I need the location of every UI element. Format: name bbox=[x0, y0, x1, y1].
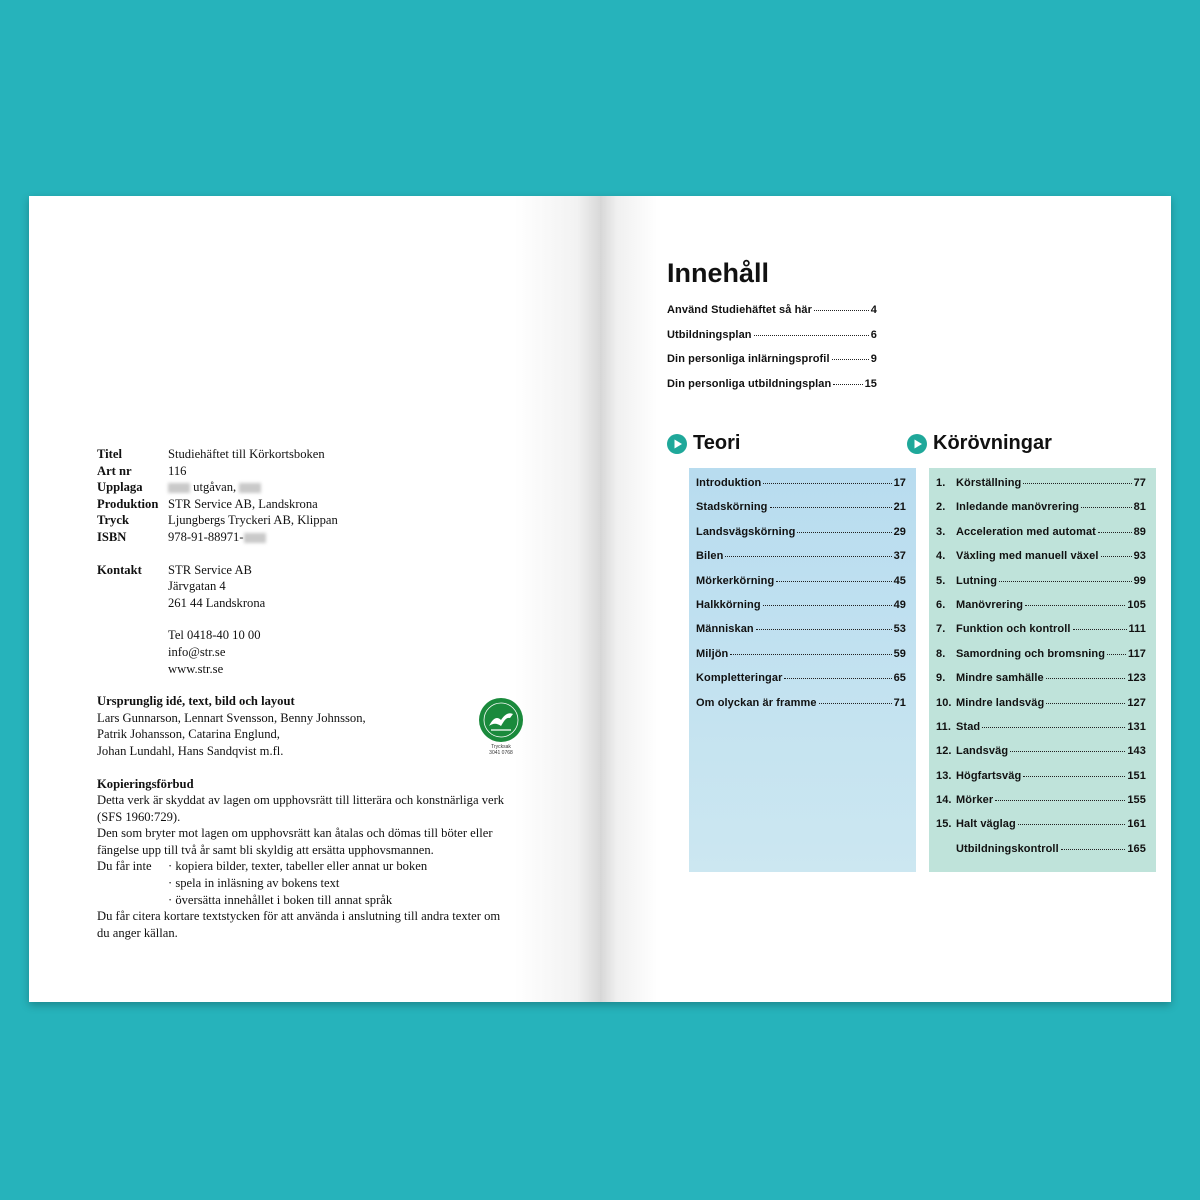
toc-title: Innehåll bbox=[667, 258, 770, 288]
imprint-value: 978-91-88971- bbox=[168, 529, 244, 544]
toc-item[interactable] bbox=[936, 550, 1146, 574]
toc-item-label: Bilen bbox=[696, 550, 724, 563]
toc-item[interactable] bbox=[696, 599, 906, 623]
toc-item[interactable] bbox=[667, 353, 877, 378]
forbidden-label: Du får inte bbox=[97, 859, 152, 874]
toc-item[interactable] bbox=[696, 575, 906, 599]
toc-item-label: Landsvägskörning bbox=[696, 525, 796, 538]
toc-item-number: 10. bbox=[936, 696, 952, 709]
leader-dots bbox=[1025, 605, 1125, 606]
imprint-value: 116 bbox=[168, 463, 187, 478]
teori-heading bbox=[667, 432, 740, 455]
copyright-line: (SFS 1960:729). bbox=[97, 809, 181, 824]
imprint-value: Ljungbergs Tryckeri AB, Klippan bbox=[168, 513, 338, 528]
imprint-key: Upplaga bbox=[97, 480, 143, 495]
toc-item-page: 143 bbox=[1127, 745, 1146, 758]
toc-item-page: 29 bbox=[893, 525, 906, 538]
toc-item-label: Stad bbox=[956, 720, 981, 733]
leader-dots bbox=[1101, 556, 1132, 557]
toc-item-label: Om olyckan är framme bbox=[696, 696, 817, 709]
leader-dots bbox=[770, 507, 892, 508]
toc-item-label: Funktion och kontroll bbox=[956, 623, 1071, 636]
toc-item-page: 161 bbox=[1127, 818, 1146, 831]
leader-dots bbox=[784, 678, 891, 679]
leader-dots bbox=[1073, 629, 1127, 630]
toc-item-page: 4 bbox=[870, 304, 877, 316]
forbidden-row bbox=[97, 858, 557, 875]
imprint-row-isbn bbox=[97, 529, 557, 546]
toc-item[interactable] bbox=[696, 526, 906, 550]
contact-block bbox=[97, 562, 557, 678]
toc-item-page: 65 bbox=[893, 672, 906, 685]
ecolabel-label: Trycksak bbox=[491, 744, 511, 750]
toc-item-page: 45 bbox=[893, 574, 906, 587]
korovningar-list bbox=[936, 477, 1146, 867]
toc-item-number: 8. bbox=[936, 647, 946, 660]
toc-item[interactable] bbox=[936, 501, 1146, 525]
teori-list bbox=[696, 477, 906, 721]
contact-line: Järvgatan 4 bbox=[168, 579, 226, 594]
leader-dots bbox=[797, 532, 891, 533]
leader-dots bbox=[763, 605, 892, 606]
imprint-key: Produktion bbox=[97, 496, 159, 511]
toc-item[interactable] bbox=[936, 575, 1146, 599]
toc-item[interactable] bbox=[667, 304, 877, 329]
toc-item[interactable] bbox=[936, 526, 1146, 550]
forbidden-row bbox=[97, 875, 557, 892]
toc-item-number: 2. bbox=[936, 501, 946, 514]
toc-item-label: Mindre landsväg bbox=[956, 696, 1045, 709]
redacted-mark bbox=[168, 483, 190, 493]
copyright-line: Detta verk är skyddat av lagen om upphovsrätt till litterära och konstnärliga verk bbox=[97, 793, 505, 808]
toc-item-number: 9. bbox=[936, 672, 946, 685]
toc-item-label: Stadskörning bbox=[696, 501, 768, 514]
toc-item[interactable] bbox=[936, 745, 1146, 769]
toc-item[interactable] bbox=[696, 501, 906, 525]
toc-item[interactable] bbox=[936, 721, 1146, 745]
toc-item-number: 1. bbox=[936, 477, 946, 489]
toc-item-number: 11. bbox=[936, 720, 951, 733]
toc-item[interactable] bbox=[696, 648, 906, 672]
toc-item-page: 151 bbox=[1127, 769, 1146, 782]
toc-item[interactable] bbox=[936, 672, 1146, 696]
toc-item-label: Använd Studiehäftet så här bbox=[667, 304, 813, 316]
leader-dots bbox=[1046, 703, 1125, 704]
toc-item-number: 14. bbox=[936, 794, 952, 807]
imprint-value: utgåvan, bbox=[193, 480, 237, 495]
imprint-key: Tryck bbox=[97, 513, 129, 528]
korovningar-box bbox=[929, 468, 1156, 872]
imprint-value: STR Service AB, Landskrona bbox=[168, 496, 318, 511]
forbidden-item: · översätta innehållet i boken till annat språk bbox=[168, 892, 393, 907]
left-page bbox=[29, 196, 600, 1002]
toc-item-label: Halt väglag bbox=[956, 818, 1016, 831]
credits-line: Patrik Johansson, Catarina Englund, bbox=[97, 727, 280, 742]
toc-item[interactable] bbox=[936, 794, 1146, 818]
toc-item-label: Körställning bbox=[956, 477, 1022, 489]
contact-key: Kontakt bbox=[97, 562, 142, 577]
toc-item-page: 17 bbox=[893, 477, 906, 489]
toc-item-label: Inledande manövrering bbox=[956, 501, 1080, 514]
copyright-closing: du anger källan. bbox=[97, 925, 178, 940]
toc-item-page: 93 bbox=[1133, 550, 1146, 563]
toc-item-page: 155 bbox=[1127, 794, 1146, 807]
toc-item-label: Acceleration med automat bbox=[956, 525, 1096, 538]
korovningar-heading bbox=[907, 432, 1052, 455]
toc-item-page: 89 bbox=[1133, 525, 1146, 538]
toc-item[interactable] bbox=[936, 843, 1146, 867]
toc-item[interactable] bbox=[667, 329, 877, 354]
toc-item-page: 37 bbox=[893, 550, 906, 563]
toc-item-number: 4. bbox=[936, 550, 946, 563]
imprint bbox=[97, 446, 557, 941]
toc-item[interactable] bbox=[936, 623, 1146, 647]
toc-item-page: 21 bbox=[893, 501, 906, 514]
contact-phone: Tel 0418-40 10 00 bbox=[168, 628, 261, 643]
leader-dots bbox=[1023, 776, 1125, 777]
redacted-mark bbox=[244, 533, 266, 543]
book-spread bbox=[29, 196, 1171, 1002]
toc-item-number: 3. bbox=[936, 525, 946, 538]
toc-item-page: 127 bbox=[1127, 696, 1146, 709]
copyright-title: Kopieringsförbud bbox=[97, 776, 194, 791]
toc-item[interactable] bbox=[696, 477, 906, 501]
leader-dots bbox=[1098, 532, 1132, 533]
leader-dots bbox=[1010, 751, 1125, 752]
leader-dots bbox=[730, 654, 891, 655]
toc-item-label: Din personliga utbildningsplan bbox=[667, 377, 832, 390]
toc-item-number: 12. bbox=[936, 745, 952, 758]
contact-email: info@str.se bbox=[168, 644, 226, 659]
toc-item-label: Högfartsväg bbox=[956, 769, 1022, 782]
toc-item-page: 49 bbox=[893, 598, 906, 611]
toc-intro-list bbox=[667, 304, 877, 402]
toc-item-label: Lutning bbox=[956, 574, 998, 587]
toc-item[interactable] bbox=[936, 648, 1146, 672]
toc-item[interactable] bbox=[696, 672, 906, 696]
toc-item[interactable] bbox=[667, 378, 877, 403]
toc-item-label: Mörker bbox=[956, 794, 994, 807]
teori-heading-label: Teori bbox=[693, 432, 741, 454]
leader-dots bbox=[763, 483, 891, 484]
toc-item-number: 5. bbox=[936, 574, 946, 587]
copyright-line: Den som bryter mot lagen om upphovsrätt kan åtalas och dömas till böter eller bbox=[97, 826, 493, 841]
ecolabel-code: 3041 0768 bbox=[489, 750, 513, 756]
copyright-closing: Du får citera kortare textstycken för att använda i anslutning till andra texter om bbox=[97, 909, 501, 924]
imprint-row-artnr bbox=[97, 463, 557, 480]
toc-item[interactable] bbox=[936, 770, 1146, 794]
swan-ecolabel-icon bbox=[477, 696, 525, 758]
toc-item-label: Landsväg bbox=[956, 745, 1009, 758]
play-icon bbox=[667, 434, 687, 454]
leader-dots bbox=[1018, 824, 1126, 825]
toc-item[interactable] bbox=[936, 477, 1146, 501]
toc-item-page: 9 bbox=[870, 353, 877, 365]
toc-item-page: 77 bbox=[1133, 477, 1146, 489]
toc-item[interactable] bbox=[936, 599, 1146, 623]
credits-line: Lars Gunnarson, Lennart Svensson, Benny Johnsson, bbox=[97, 710, 366, 725]
imprint-key: Titel bbox=[97, 447, 122, 461]
imprint-row-title bbox=[97, 446, 557, 463]
toc-item-number: 6. bbox=[936, 598, 946, 611]
imprint-key: Art nr bbox=[97, 463, 132, 478]
leader-dots bbox=[1046, 678, 1126, 679]
leader-dots bbox=[725, 556, 891, 557]
contact-line: 261 44 Landskrona bbox=[168, 595, 266, 610]
forbidden-row bbox=[97, 892, 557, 909]
toc-item-page: 53 bbox=[893, 623, 906, 636]
leader-dots bbox=[1107, 654, 1126, 655]
toc-item-label: Manövrering bbox=[956, 598, 1024, 611]
toc-item-page: 81 bbox=[1133, 501, 1146, 514]
toc-item-page: 105 bbox=[1127, 598, 1146, 611]
forbidden-item: · spela in inläsning av bokens text bbox=[168, 876, 340, 891]
leader-dots bbox=[1081, 507, 1131, 508]
toc-item-label: Människan bbox=[696, 623, 754, 636]
toc-item-number: 13. bbox=[936, 769, 952, 782]
toc-item-label: Utbildningskontroll bbox=[956, 842, 1059, 855]
toc-item-page: 99 bbox=[1133, 574, 1146, 587]
toc-item-label: Utbildningsplan bbox=[667, 328, 752, 341]
toc-item-label: Växling med manuell växel bbox=[956, 550, 1099, 563]
toc-item[interactable] bbox=[936, 818, 1146, 842]
toc-item-label: Mindre samhälle bbox=[956, 672, 1044, 685]
credits-title: Ursprunglig idé, text, bild och layout bbox=[97, 694, 295, 709]
korovningar-heading-label: Körövningar bbox=[933, 432, 1052, 454]
leader-dots bbox=[776, 581, 891, 582]
leader-dots bbox=[1061, 849, 1126, 850]
toc-item-page: 117 bbox=[1127, 647, 1146, 660]
leader-dots bbox=[756, 629, 892, 630]
credits-line: Johan Lundahl, Hans Sandqvist m.fl. bbox=[97, 743, 284, 758]
toc-item[interactable] bbox=[936, 697, 1146, 721]
toc-item-label: Miljön bbox=[696, 647, 729, 660]
toc-item-page: 123 bbox=[1127, 672, 1146, 685]
leader-dots bbox=[1023, 483, 1131, 484]
toc-item-label: Mörkerkörning bbox=[696, 574, 775, 587]
leader-dots bbox=[995, 800, 1125, 801]
right-page bbox=[600, 196, 1171, 1002]
contact-line: STR Service AB bbox=[168, 562, 252, 577]
toc-item-page: 165 bbox=[1127, 842, 1146, 855]
leader-dots bbox=[982, 727, 1125, 728]
toc-item-page: 15 bbox=[864, 377, 877, 390]
toc-item-label: Samordning och bromsning bbox=[956, 647, 1106, 660]
teori-box bbox=[689, 468, 916, 872]
toc-item-label: Kompletteringar bbox=[696, 672, 783, 685]
toc-item-page: 71 bbox=[893, 696, 906, 709]
imprint-row-upplaga bbox=[97, 479, 557, 496]
toc-item-number: 7. bbox=[936, 623, 946, 636]
toc-item-label: Halkkörning bbox=[696, 598, 761, 611]
toc-item[interactable] bbox=[696, 550, 906, 574]
toc-item-page: 131 bbox=[1127, 720, 1146, 733]
toc-item-page: 59 bbox=[893, 647, 906, 660]
toc-item-label: Introduktion bbox=[696, 477, 762, 489]
forbidden-item: · kopiera bilder, texter, tabeller eller annat ur boken bbox=[168, 859, 428, 874]
leader-dots bbox=[819, 703, 892, 704]
imprint-row-tryck bbox=[97, 512, 557, 529]
imprint-key: ISBN bbox=[97, 529, 127, 544]
redacted-mark bbox=[239, 483, 261, 493]
toc-item-number: 15. bbox=[936, 818, 952, 831]
leader-dots bbox=[999, 581, 1132, 582]
contact-website: www.str.se bbox=[168, 661, 224, 676]
play-icon bbox=[907, 434, 927, 454]
toc-item-label: Din personliga inlärningsprofil bbox=[667, 353, 830, 365]
toc-item-page: 111 bbox=[1128, 623, 1146, 636]
toc-item-page: 6 bbox=[870, 328, 877, 341]
toc-item[interactable] bbox=[696, 697, 906, 721]
toc-item[interactable] bbox=[696, 623, 906, 647]
copyright-line: fängelse upp till två år samt bli skyldig att ersätta upphovsmannen. bbox=[97, 842, 434, 857]
imprint-row-produktion bbox=[97, 496, 557, 513]
imprint-value: Studiehäftet till Körkortsboken bbox=[168, 447, 325, 461]
